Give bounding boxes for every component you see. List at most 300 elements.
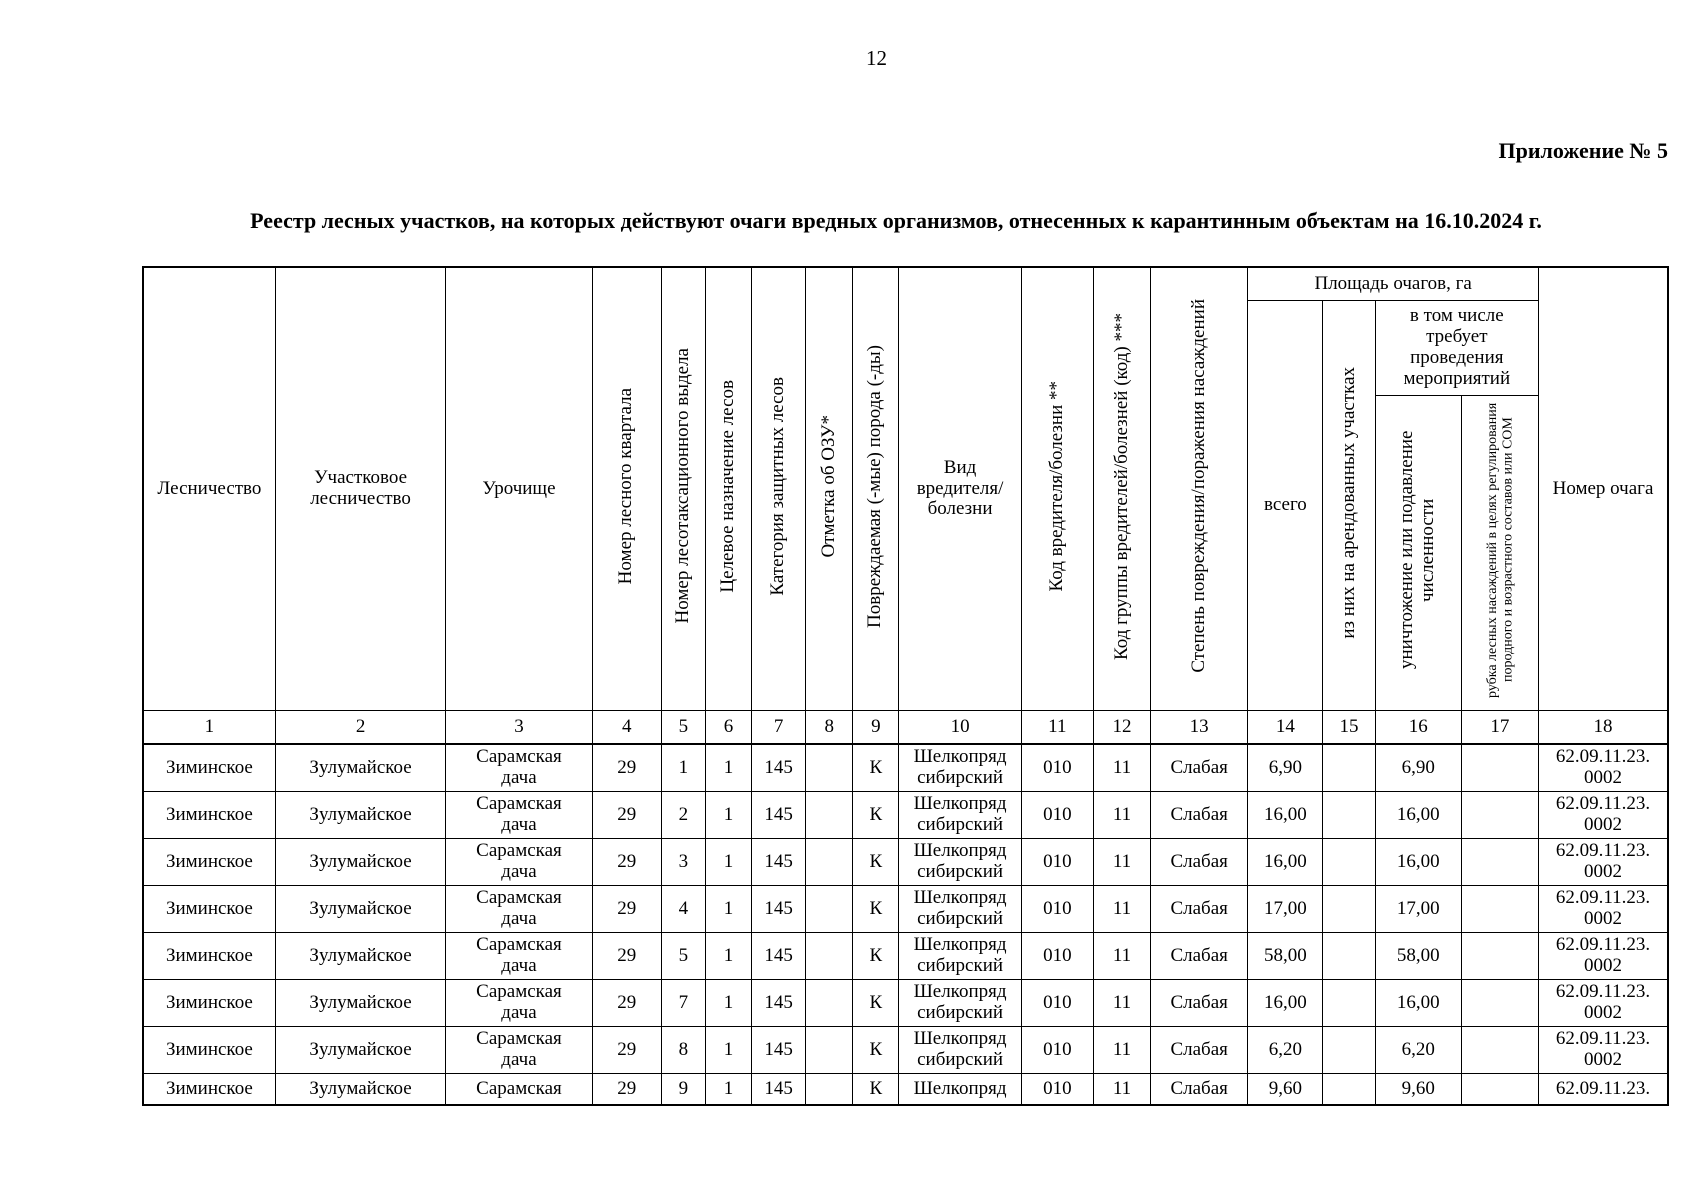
- cell-quarter-text: 29: [617, 756, 637, 778]
- cell-group-code-text: 11: [1112, 1038, 1132, 1060]
- header-group-code: [1093, 267, 1150, 711]
- cell-pest-code-text: 010: [1043, 1038, 1072, 1060]
- header-forestry: Лесничество: [143, 267, 275, 711]
- cell-focus-number-text: 62.09.11.23.: [1555, 1028, 1651, 1050]
- cell-species-text: К: [869, 944, 883, 966]
- cell-destroy-text: 17,00: [1396, 897, 1440, 919]
- cell-forestry-text: Зиминское: [165, 944, 253, 966]
- cell-felling: [1461, 933, 1538, 980]
- header-tract: Урочище: [446, 267, 592, 711]
- cell-category: [752, 933, 806, 980]
- cell-group-code-text: 11: [1112, 991, 1132, 1013]
- cell-focus-number-text: 0002: [1584, 1049, 1622, 1070]
- cell-category: [752, 886, 806, 933]
- cell-category-text: 145: [764, 897, 793, 919]
- cell-focus-number-text: 0002: [1584, 1002, 1622, 1023]
- cell-pest-text: Шелкопряд: [913, 887, 1007, 909]
- table-row: [143, 886, 1668, 933]
- cell-degree-text: Слабая: [1170, 944, 1228, 966]
- cell-destroy: [1375, 980, 1461, 1027]
- cell-focus-number: [1539, 886, 1668, 933]
- cell-tract-text: дача: [501, 861, 537, 882]
- cell-category-text: 145: [764, 756, 793, 778]
- cell-area-total-text: 16,00: [1264, 991, 1307, 1013]
- cell-degree: [1151, 744, 1248, 792]
- cell-ozu: [806, 933, 853, 980]
- cell-degree-text: Слабая: [1170, 897, 1228, 919]
- header-destroy: [1375, 396, 1461, 711]
- header-area-leased: [1323, 301, 1375, 711]
- cell-ozu: [806, 1027, 853, 1074]
- cell-forestry-text: Зиминское: [165, 803, 253, 825]
- cell-species-text: К: [869, 850, 883, 872]
- cell-area-total: [1248, 744, 1323, 792]
- column-number: 10: [899, 711, 1021, 745]
- cell-pest: [899, 933, 1021, 980]
- cell-quarter: [592, 980, 661, 1027]
- cell-plot: [661, 933, 705, 980]
- cell-plot-text: 3: [678, 850, 689, 872]
- cell-pest: [899, 980, 1021, 1027]
- cell-area-leased: [1323, 792, 1375, 839]
- cell-degree-text: Слабая: [1170, 803, 1228, 825]
- cell-focus-number-text: 62.09.11.23.: [1555, 793, 1651, 815]
- cell-destroy-text: 9,60: [1401, 1077, 1435, 1099]
- cell-area-leased: [1323, 886, 1375, 933]
- cell-focus-number-text: 62.09.11.23.: [1555, 981, 1651, 1003]
- column-number: 15: [1323, 711, 1375, 745]
- cell-quarter-text: 29: [617, 803, 637, 825]
- cell-district-text: Зулумайское: [309, 756, 412, 778]
- cell-district-text: Зулумайское: [309, 944, 412, 966]
- cell-tract-text: дача: [501, 1002, 537, 1023]
- cell-district-text: Зулумайское: [309, 897, 412, 919]
- cell-destroy-text: 16,00: [1396, 803, 1440, 825]
- cell-pest-text: сибирский: [917, 908, 1004, 929]
- header-damaged-species: [853, 267, 899, 711]
- cell-district: [275, 1074, 445, 1106]
- cell-district: [275, 1027, 445, 1074]
- registry-table: [142, 266, 1669, 1106]
- column-number: 6: [705, 711, 751, 745]
- cell-destroy-text: 16,00: [1396, 850, 1440, 872]
- header-measures-group: в том числе требует проведения мероприятий: [1375, 301, 1538, 396]
- cell-species-text: К: [869, 756, 883, 778]
- cell-destroy-text: 6,20: [1401, 1038, 1435, 1060]
- cell-group-code: [1093, 839, 1150, 886]
- header-quarter-number: [592, 267, 661, 711]
- header-protective-category-text: Категория защитных лесов: [767, 376, 789, 596]
- header-group-code-text: Код группы вредителей/болезней (код) ***: [1110, 312, 1132, 660]
- cell-area-leased: [1323, 1027, 1375, 1074]
- cell-tract: [446, 839, 592, 886]
- cell-area-total: [1248, 1074, 1323, 1106]
- cell-quarter: [592, 886, 661, 933]
- cell-plot-text: 9: [678, 1077, 689, 1099]
- cell-pest-text: Шелкопряд: [913, 746, 1007, 768]
- header-focus-number: Номер очага: [1539, 267, 1668, 711]
- cell-species-text: К: [869, 1077, 883, 1099]
- cell-forestry: [143, 839, 275, 886]
- cell-focus-number: [1539, 1074, 1668, 1106]
- cell-purpose: [705, 1027, 751, 1074]
- cell-species: [853, 744, 899, 792]
- cell-tract: [446, 980, 592, 1027]
- cell-pest-code: [1021, 792, 1093, 839]
- cell-tract-text: Сарамская: [476, 1077, 562, 1099]
- cell-purpose-text: 1: [723, 803, 734, 825]
- cell-plot-text: 1: [678, 756, 689, 778]
- header-ozu-mark: [806, 267, 853, 711]
- cell-degree: [1151, 1074, 1248, 1106]
- cell-category-text: 145: [764, 1077, 793, 1099]
- cell-group-code: [1093, 933, 1150, 980]
- cell-plot: [661, 792, 705, 839]
- cell-district-text: Зулумайское: [309, 803, 412, 825]
- cell-group-code: [1093, 744, 1150, 792]
- cell-area-total: [1248, 933, 1323, 980]
- cell-forestry: [143, 1027, 275, 1074]
- cell-quarter-text: 29: [617, 991, 637, 1013]
- cell-category: [752, 792, 806, 839]
- cell-degree: [1151, 980, 1248, 1027]
- cell-district-text: Зулумайское: [309, 1077, 412, 1099]
- cell-pest-text: Шелкопряд: [913, 840, 1007, 862]
- cell-tract-text: Сарамская: [476, 840, 562, 862]
- cell-pest-code-text: 010: [1043, 850, 1072, 872]
- cell-pest-text: сибирский: [917, 1002, 1004, 1023]
- cell-degree: [1151, 839, 1248, 886]
- cell-category: [752, 980, 806, 1027]
- cell-forestry: [143, 933, 275, 980]
- cell-pest: [899, 1027, 1021, 1074]
- cell-area-total-text: 16,00: [1264, 850, 1307, 872]
- cell-area-leased: [1323, 980, 1375, 1027]
- cell-focus-number-text: 62.09.11.23.: [1555, 1077, 1651, 1099]
- table-row: [143, 933, 1668, 980]
- cell-tract: [446, 933, 592, 980]
- cell-area-total: [1248, 839, 1323, 886]
- cell-group-code-text: 11: [1112, 803, 1132, 825]
- cell-district: [275, 792, 445, 839]
- cell-quarter: [592, 839, 661, 886]
- column-number: 12: [1093, 711, 1150, 745]
- cell-pest: [899, 744, 1021, 792]
- cell-destroy: [1375, 1074, 1461, 1106]
- cell-felling: [1461, 839, 1538, 886]
- header-forest-purpose-text: Целевое назначение лесов: [717, 379, 739, 593]
- cell-species-text: К: [869, 803, 883, 825]
- cell-focus-number-text: 62.09.11.23.: [1555, 934, 1651, 956]
- cell-pest-code: [1021, 980, 1093, 1027]
- cell-plot-text: 5: [678, 944, 689, 966]
- cell-group-code: [1093, 980, 1150, 1027]
- cell-focus-number: [1539, 933, 1668, 980]
- header-pest-code: [1021, 267, 1093, 711]
- header-pest-code-text: Код вредителя/болезни **: [1045, 380, 1067, 592]
- column-number: 17: [1461, 711, 1538, 745]
- cell-felling: [1461, 1074, 1538, 1106]
- cell-focus-number-text: 0002: [1584, 908, 1622, 929]
- cell-species: [853, 839, 899, 886]
- cell-pest-code: [1021, 933, 1093, 980]
- cell-degree: [1151, 792, 1248, 839]
- cell-category: [752, 1074, 806, 1106]
- cell-quarter-text: 29: [617, 1038, 637, 1060]
- column-number: 2: [275, 711, 445, 745]
- header-area-group: Площадь очагов, га: [1248, 267, 1539, 301]
- cell-quarter: [592, 792, 661, 839]
- cell-focus-number-text: 0002: [1584, 955, 1622, 976]
- column-number-row: [143, 711, 1668, 745]
- cell-degree-text: Слабая: [1170, 850, 1228, 872]
- cell-district-text: Зулумайское: [309, 991, 412, 1013]
- cell-forestry: [143, 886, 275, 933]
- cell-district: [275, 933, 445, 980]
- cell-felling: [1461, 792, 1538, 839]
- cell-pest-code-text: 010: [1043, 991, 1072, 1013]
- cell-focus-number: [1539, 792, 1668, 839]
- cell-category: [752, 744, 806, 792]
- cell-quarter: [592, 1027, 661, 1074]
- cell-tract: [446, 886, 592, 933]
- table-row: [143, 792, 1668, 839]
- cell-pest-code: [1021, 886, 1093, 933]
- cell-category-text: 145: [764, 803, 793, 825]
- cell-degree-text: Слабая: [1170, 1077, 1228, 1099]
- column-number: 11: [1021, 711, 1093, 745]
- header-plot-number: [661, 267, 705, 711]
- column-number: 16: [1375, 711, 1461, 745]
- cell-plot: [661, 980, 705, 1027]
- cell-forestry: [143, 980, 275, 1027]
- cell-degree-text: Слабая: [1170, 756, 1228, 778]
- cell-category-text: 145: [764, 850, 793, 872]
- cell-quarter: [592, 744, 661, 792]
- cell-purpose-text: 1: [723, 897, 734, 919]
- header-felling: [1461, 396, 1538, 711]
- cell-area-total-text: 16,00: [1264, 803, 1307, 825]
- cell-area-total: [1248, 792, 1323, 839]
- cell-degree: [1151, 1027, 1248, 1074]
- column-number: 8: [806, 711, 853, 745]
- cell-focus-number: [1539, 744, 1668, 792]
- cell-pest: [899, 792, 1021, 839]
- cell-group-code-text: 11: [1112, 1077, 1132, 1099]
- cell-pest-code-text: 010: [1043, 944, 1072, 966]
- cell-purpose-text: 1: [723, 1038, 734, 1060]
- cell-quarter-text: 29: [617, 850, 637, 872]
- header-ozu-mark-text: Отметка об ОЗУ*: [817, 414, 839, 558]
- cell-pest-text: сибирский: [917, 861, 1004, 882]
- cell-purpose: [705, 744, 751, 792]
- cell-ozu: [806, 839, 853, 886]
- page-number: 12: [866, 46, 887, 70]
- cell-species: [853, 933, 899, 980]
- cell-area-leased: [1323, 1074, 1375, 1106]
- cell-pest-text: Шелкопряд: [913, 934, 1007, 956]
- cell-area-leased: [1323, 744, 1375, 792]
- cell-pest-text: сибирский: [917, 1049, 1004, 1070]
- header-protective-category: [752, 267, 806, 711]
- cell-tract-text: Сарамская: [476, 1028, 562, 1050]
- cell-ozu: [806, 1074, 853, 1106]
- cell-destroy-text: 16,00: [1396, 991, 1440, 1013]
- header-area-total: всего: [1248, 301, 1323, 711]
- cell-species: [853, 980, 899, 1027]
- header-damage-degree: [1151, 267, 1248, 711]
- cell-tract-text: Сарамская: [476, 793, 562, 815]
- cell-purpose: [705, 839, 751, 886]
- cell-degree: [1151, 886, 1248, 933]
- cell-pest: [899, 839, 1021, 886]
- cell-group-code-text: 11: [1112, 897, 1132, 919]
- cell-pest-code-text: 010: [1043, 897, 1072, 919]
- cell-degree-text: Слабая: [1170, 1038, 1228, 1060]
- cell-district: [275, 980, 445, 1027]
- cell-degree-text: Слабая: [1170, 991, 1228, 1013]
- cell-category-text: 145: [764, 991, 793, 1013]
- cell-purpose-text: 1: [723, 850, 734, 872]
- cell-tract-text: Сарамская: [476, 887, 562, 909]
- cell-forestry-text: Зиминское: [165, 756, 253, 778]
- cell-species-text: К: [869, 1038, 883, 1060]
- cell-forestry-text: Зиминское: [165, 850, 253, 872]
- cell-group-code-text: 11: [1112, 850, 1132, 872]
- cell-focus-number: [1539, 839, 1668, 886]
- cell-destroy-text: 6,90: [1401, 756, 1435, 778]
- cell-purpose: [705, 980, 751, 1027]
- cell-focus-number-text: 0002: [1584, 814, 1622, 835]
- cell-district: [275, 839, 445, 886]
- cell-area-total: [1248, 886, 1323, 933]
- table-row: [143, 1027, 1668, 1074]
- cell-focus-number-text: 62.09.11.23.: [1555, 840, 1651, 862]
- cell-pest-text: Шелкопряд: [913, 1028, 1007, 1050]
- cell-species-text: К: [869, 991, 883, 1013]
- cell-destroy: [1375, 744, 1461, 792]
- cell-focus-number-text: 62.09.11.23.: [1555, 887, 1651, 909]
- column-number: 1: [143, 711, 275, 745]
- cell-destroy: [1375, 933, 1461, 980]
- cell-felling: [1461, 980, 1538, 1027]
- cell-pest-text: Шелкопряд: [913, 981, 1007, 1003]
- cell-plot-text: 2: [678, 803, 689, 825]
- cell-tract-text: Сарамская: [476, 746, 562, 768]
- cell-plot: [661, 744, 705, 792]
- cell-tract-text: дача: [501, 814, 537, 835]
- cell-tract: [446, 744, 592, 792]
- cell-purpose: [705, 933, 751, 980]
- cell-pest-text: сибирский: [917, 814, 1004, 835]
- cell-group-code: [1093, 1074, 1150, 1106]
- cell-species: [853, 1074, 899, 1106]
- cell-plot: [661, 1027, 705, 1074]
- table-row: [143, 744, 1668, 792]
- table-row: [143, 1074, 1668, 1106]
- cell-pest-code-text: 010: [1043, 1077, 1072, 1099]
- cell-pest-code: [1021, 744, 1093, 792]
- cell-purpose-text: 1: [723, 944, 734, 966]
- cell-pest-text: сибирский: [917, 767, 1004, 788]
- cell-area-leased: [1323, 933, 1375, 980]
- column-number: 3: [446, 711, 592, 745]
- cell-area-total: [1248, 1027, 1323, 1074]
- cell-pest-text: Шелкопряд: [913, 793, 1007, 815]
- cell-plot: [661, 839, 705, 886]
- cell-group-code-text: 11: [1112, 756, 1132, 778]
- cell-area-leased: [1323, 839, 1375, 886]
- column-number: 7: [752, 711, 806, 745]
- cell-quarter-text: 29: [617, 944, 637, 966]
- cell-district-text: Зулумайское: [309, 1038, 412, 1060]
- header-district-forestry: Участковое лесничество: [275, 267, 445, 711]
- cell-pest-code-text: 010: [1043, 803, 1072, 825]
- header-pest-type: Вид вредителя/ болезни: [899, 267, 1021, 711]
- cell-forestry-text: Зиминское: [165, 1077, 253, 1099]
- cell-pest-code: [1021, 1027, 1093, 1074]
- cell-category: [752, 839, 806, 886]
- cell-felling: [1461, 886, 1538, 933]
- cell-group-code: [1093, 1027, 1150, 1074]
- cell-forestry: [143, 744, 275, 792]
- cell-plot: [661, 1074, 705, 1106]
- cell-forestry-text: Зиминское: [165, 991, 253, 1013]
- cell-species: [853, 792, 899, 839]
- cell-forestry: [143, 792, 275, 839]
- cell-pest: [899, 886, 1021, 933]
- cell-purpose: [705, 1074, 751, 1106]
- cell-district: [275, 886, 445, 933]
- header-area-leased-text: из них на арендованных участках: [1337, 366, 1359, 639]
- column-number: 13: [1151, 711, 1248, 745]
- cell-ozu: [806, 744, 853, 792]
- column-number: 4: [592, 711, 661, 745]
- cell-focus-number-text: 0002: [1584, 767, 1622, 788]
- cell-purpose: [705, 792, 751, 839]
- column-number: 9: [853, 711, 899, 745]
- cell-area-total: [1248, 980, 1323, 1027]
- cell-district: [275, 744, 445, 792]
- cell-group-code-text: 11: [1112, 944, 1132, 966]
- cell-tract: [446, 1074, 592, 1106]
- cell-ozu: [806, 792, 853, 839]
- cell-area-total-text: 6,90: [1268, 756, 1303, 778]
- cell-purpose: [705, 886, 751, 933]
- header-plot-number-text: Номер лесотаксационного выдела: [671, 348, 693, 624]
- cell-destroy: [1375, 792, 1461, 839]
- cell-category: [752, 1027, 806, 1074]
- cell-tract-text: дача: [501, 1049, 537, 1070]
- cell-quarter-text: 29: [617, 897, 637, 919]
- cell-species-text: К: [869, 897, 883, 919]
- cell-species: [853, 886, 899, 933]
- table-row: [143, 980, 1668, 1027]
- cell-tract-text: Сарамская: [476, 981, 562, 1003]
- column-number: 14: [1248, 711, 1323, 745]
- header-damage-degree-text: Степень повреждения/поражения насаждений: [1187, 299, 1209, 673]
- cell-tract-text: Сарамская: [476, 934, 562, 956]
- cell-destroy: [1375, 839, 1461, 886]
- header-forest-purpose: [705, 267, 751, 711]
- header-destroy-text: уничтожение или подавление численности: [1396, 430, 1439, 670]
- cell-felling: [1461, 1027, 1538, 1074]
- cell-pest-code: [1021, 1074, 1093, 1106]
- cell-quarter: [592, 933, 661, 980]
- cell-focus-number-text: 0002: [1584, 861, 1622, 882]
- cell-category-text: 145: [764, 1038, 793, 1060]
- cell-tract-text: дача: [501, 767, 537, 788]
